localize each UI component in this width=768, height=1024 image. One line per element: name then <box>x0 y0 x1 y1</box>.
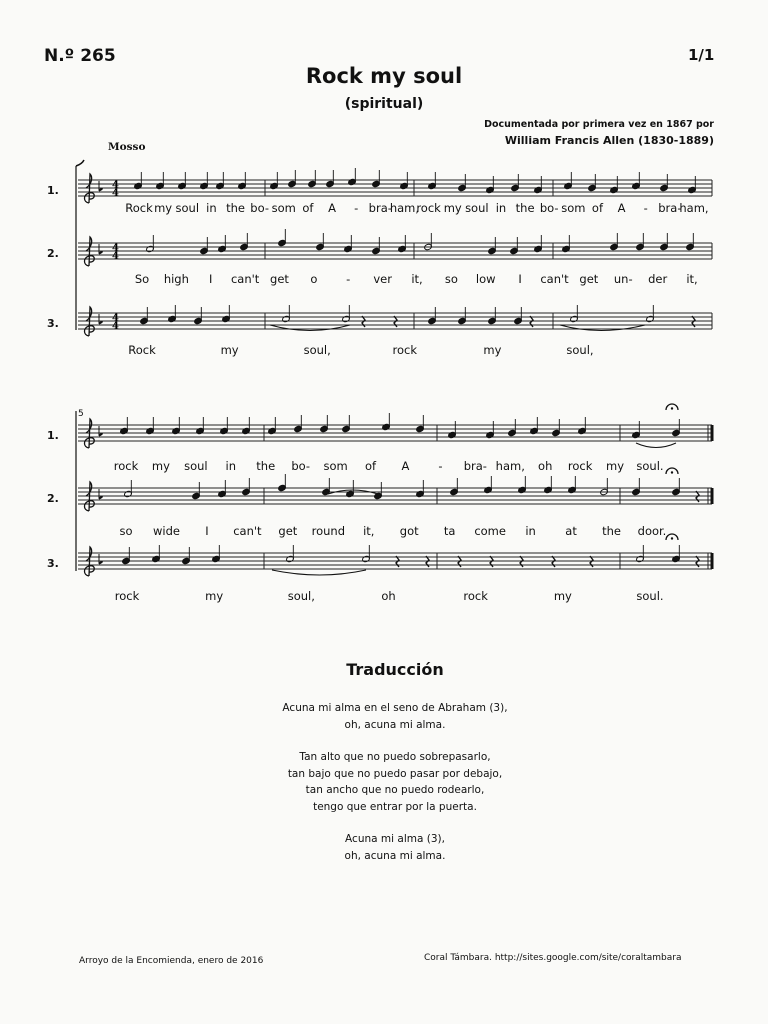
flat-key-signature <box>99 426 102 436</box>
translation-title: Traducción <box>346 660 444 679</box>
lyric-syllable: in <box>525 524 536 538</box>
tie <box>272 570 366 575</box>
lyric-syllable: I <box>205 524 209 538</box>
note-group <box>140 305 655 325</box>
time-signature <box>112 180 119 199</box>
lyric-syllable: my <box>220 343 239 357</box>
lyric-syllable: it, <box>411 272 423 286</box>
time-signature-denominator: 4 <box>112 321 119 332</box>
lyric-syllable: round <box>311 524 346 538</box>
lyric-syllable: Rock <box>128 343 156 357</box>
lyric-syllable: low <box>475 272 496 286</box>
voice-number: 3. <box>47 557 59 570</box>
lyric-syllable: rock <box>416 201 441 215</box>
translation-stanza <box>0 831 768 864</box>
lyric-syllable: got <box>399 524 419 538</box>
fermata-dot <box>671 471 673 473</box>
footer-place-date: Arroyo de la Encomienda, enero de 2016 <box>79 956 264 966</box>
lyric-syllable: soul, <box>287 589 315 603</box>
translation-line: tan bajo que no puedo pasar por debajo, <box>287 767 503 780</box>
voice-number: 1. <box>47 429 59 442</box>
lyric-syllable: som <box>323 459 348 473</box>
lyric-syllable: som <box>561 201 586 215</box>
lyric-syllable: I <box>209 272 213 286</box>
flat-key-signature <box>99 554 102 564</box>
lyric-syllable: soul, <box>303 343 331 357</box>
translation-line: tan ancho que no puedo rodearlo, <box>305 784 485 796</box>
lyric-syllable: my <box>205 589 224 603</box>
treble-clef <box>85 419 95 448</box>
lyric-syllable: A <box>401 459 410 473</box>
lyric-syllable: door. <box>637 524 667 538</box>
page-indicator: 1/1 <box>688 46 715 64</box>
flat-key-signature <box>99 314 102 324</box>
lyric-syllable: it, <box>363 524 375 538</box>
staff <box>78 547 712 576</box>
lyric-syllable: the <box>515 201 535 215</box>
note-group <box>122 545 681 565</box>
lyric-syllable: So <box>134 272 150 286</box>
tie <box>636 443 676 448</box>
lyric-syllable: bo- <box>291 459 311 473</box>
lyric-syllable: of <box>591 201 604 215</box>
lyric-syllable: oh <box>381 589 396 603</box>
time-signature <box>112 243 119 262</box>
lyric-syllable: soul. <box>636 459 664 473</box>
staff <box>78 482 712 511</box>
lyric-syllable: bra- <box>368 201 392 215</box>
tempo-marking: Mosso <box>108 141 146 153</box>
note-group <box>134 168 697 194</box>
treble-clef <box>85 482 95 511</box>
documented-line: Documentada por primera vez en 1867 por <box>484 119 714 130</box>
lyric-syllable: my <box>483 343 502 357</box>
flat-key-signature <box>99 181 102 191</box>
treble-clef <box>85 237 95 266</box>
lyric-syllable: of <box>364 459 377 473</box>
lyric-syllable: soul <box>184 459 208 473</box>
lyric-syllable: in <box>225 459 237 473</box>
lyric-syllable: ver <box>373 272 392 286</box>
lyric-syllable: my <box>443 201 462 215</box>
lyric-syllable: wide <box>152 524 180 538</box>
lyric-syllable: soul. <box>636 589 664 603</box>
lyric-syllable: my <box>154 201 173 215</box>
lyric-syllable: so <box>444 272 458 286</box>
system-bracket-top <box>76 160 84 166</box>
song-subtitle: (spiritual) <box>344 96 424 112</box>
flat-key-signature <box>99 244 102 254</box>
measure-number: 5 <box>78 409 84 419</box>
translation-text <box>0 700 768 880</box>
lyric-syllable: - <box>643 201 648 215</box>
lyric-syllable: my <box>151 459 170 473</box>
lyric-syllable: of <box>302 201 314 215</box>
lyric-syllable: can't <box>540 272 569 286</box>
lyric-syllable: - <box>346 272 351 286</box>
footer-credit-link[interactable]: Coral Támbara. http://sites.google.com/site/coraltambara <box>424 953 682 963</box>
lyric-syllable: ham, <box>495 459 525 473</box>
lyric-syllable: o <box>310 272 318 286</box>
lyric-syllable: at <box>565 524 577 538</box>
lyric-syllable: can't <box>230 272 260 286</box>
lyric-syllable: soul <box>175 201 200 215</box>
lyric-syllable: rock <box>392 343 418 357</box>
lyric-syllable: in <box>206 201 217 215</box>
translation-line: Acuna mi alma (3), <box>345 833 445 845</box>
time-signature-numerator: 4 <box>112 180 119 191</box>
lyric-syllable: A <box>328 201 336 215</box>
lyric-syllable: - <box>354 201 359 215</box>
time-signature <box>112 313 119 332</box>
lyric-syllable: ham, <box>389 201 420 215</box>
lyric-syllable: - <box>438 459 443 473</box>
lyric-syllable: bra- <box>658 201 682 215</box>
score-number: N.º 265 <box>44 46 116 66</box>
lyric-syllable: soul, <box>566 343 594 357</box>
tie <box>560 325 645 331</box>
tie <box>270 325 350 331</box>
lyric-syllable: bo- <box>539 201 559 215</box>
lyric-syllable: get <box>278 524 298 538</box>
lyric-syllable: som <box>271 201 296 215</box>
lyric-syllable: rock <box>114 589 140 603</box>
lyric-syllable: my <box>606 459 625 473</box>
lyric-syllable: oh <box>538 459 553 473</box>
time-signature-denominator: 4 <box>112 188 119 199</box>
song-title: Rock my soul <box>305 64 463 88</box>
translation-line: oh, acuna mi alma. <box>344 849 446 862</box>
translation-line: Acuna mi alma en el seno de Abraham (3), <box>282 702 508 714</box>
lyric-syllable: my <box>553 589 572 603</box>
translation-line: tengo que entrar por la puerta. <box>313 800 477 813</box>
lyric-syllable: bo- <box>250 201 270 215</box>
lyric-syllable: it, <box>686 272 698 286</box>
lyric-syllable: the <box>602 524 621 538</box>
lyric-syllable: the <box>226 201 245 215</box>
time-signature-denominator: 4 <box>112 251 119 262</box>
time-signature-numerator: 4 <box>112 313 119 324</box>
lyric-syllable: can't <box>233 524 262 538</box>
lyric-syllable: the <box>256 459 276 473</box>
lyric-syllable: ham, <box>679 201 709 215</box>
lyric-syllable: I <box>518 272 522 286</box>
treble-clef <box>85 174 95 203</box>
voice-number: 2. <box>47 247 59 260</box>
translation-stanza <box>0 749 768 815</box>
lyric-syllable: rock <box>113 459 139 473</box>
composer-credit: William Francis Allen (1830-1889) <box>504 134 714 147</box>
lyric-syllable: der <box>648 272 668 286</box>
lyric-syllable: get <box>270 272 289 286</box>
lyric-syllable: so <box>119 524 133 538</box>
translation-line: Tan alto que no puedo sobrepasarlo, <box>299 751 491 763</box>
fermata-dot <box>671 407 673 409</box>
lyric-syllable: get <box>579 272 599 286</box>
lyric-syllable: soul <box>465 201 489 215</box>
treble-clef <box>85 307 95 336</box>
translation-line: oh, acuna mi alma. <box>344 718 446 731</box>
lyric-syllable: Rock <box>125 201 153 215</box>
lyric-syllable: rock <box>567 459 593 473</box>
treble-clef <box>85 547 95 576</box>
voice-number: 3. <box>47 317 59 330</box>
voice-number: 1. <box>47 184 59 197</box>
translation-stanza <box>0 700 768 733</box>
flat-key-signature <box>99 489 102 499</box>
lyric-syllable: ta <box>443 524 456 538</box>
lyric-syllable: un- <box>613 272 633 286</box>
time-signature-numerator: 4 <box>112 243 119 254</box>
lyric-syllable: A <box>617 201 626 215</box>
lyric-syllable: rock <box>463 589 488 603</box>
lyric-syllable: high <box>163 272 189 286</box>
lyric-syllable: in <box>495 201 507 215</box>
fermata-dot <box>671 537 673 539</box>
note-group <box>120 413 681 439</box>
lyric-syllable: come <box>474 524 506 538</box>
lyric-syllable: bra- <box>463 459 487 473</box>
voice-number: 2. <box>47 492 59 505</box>
